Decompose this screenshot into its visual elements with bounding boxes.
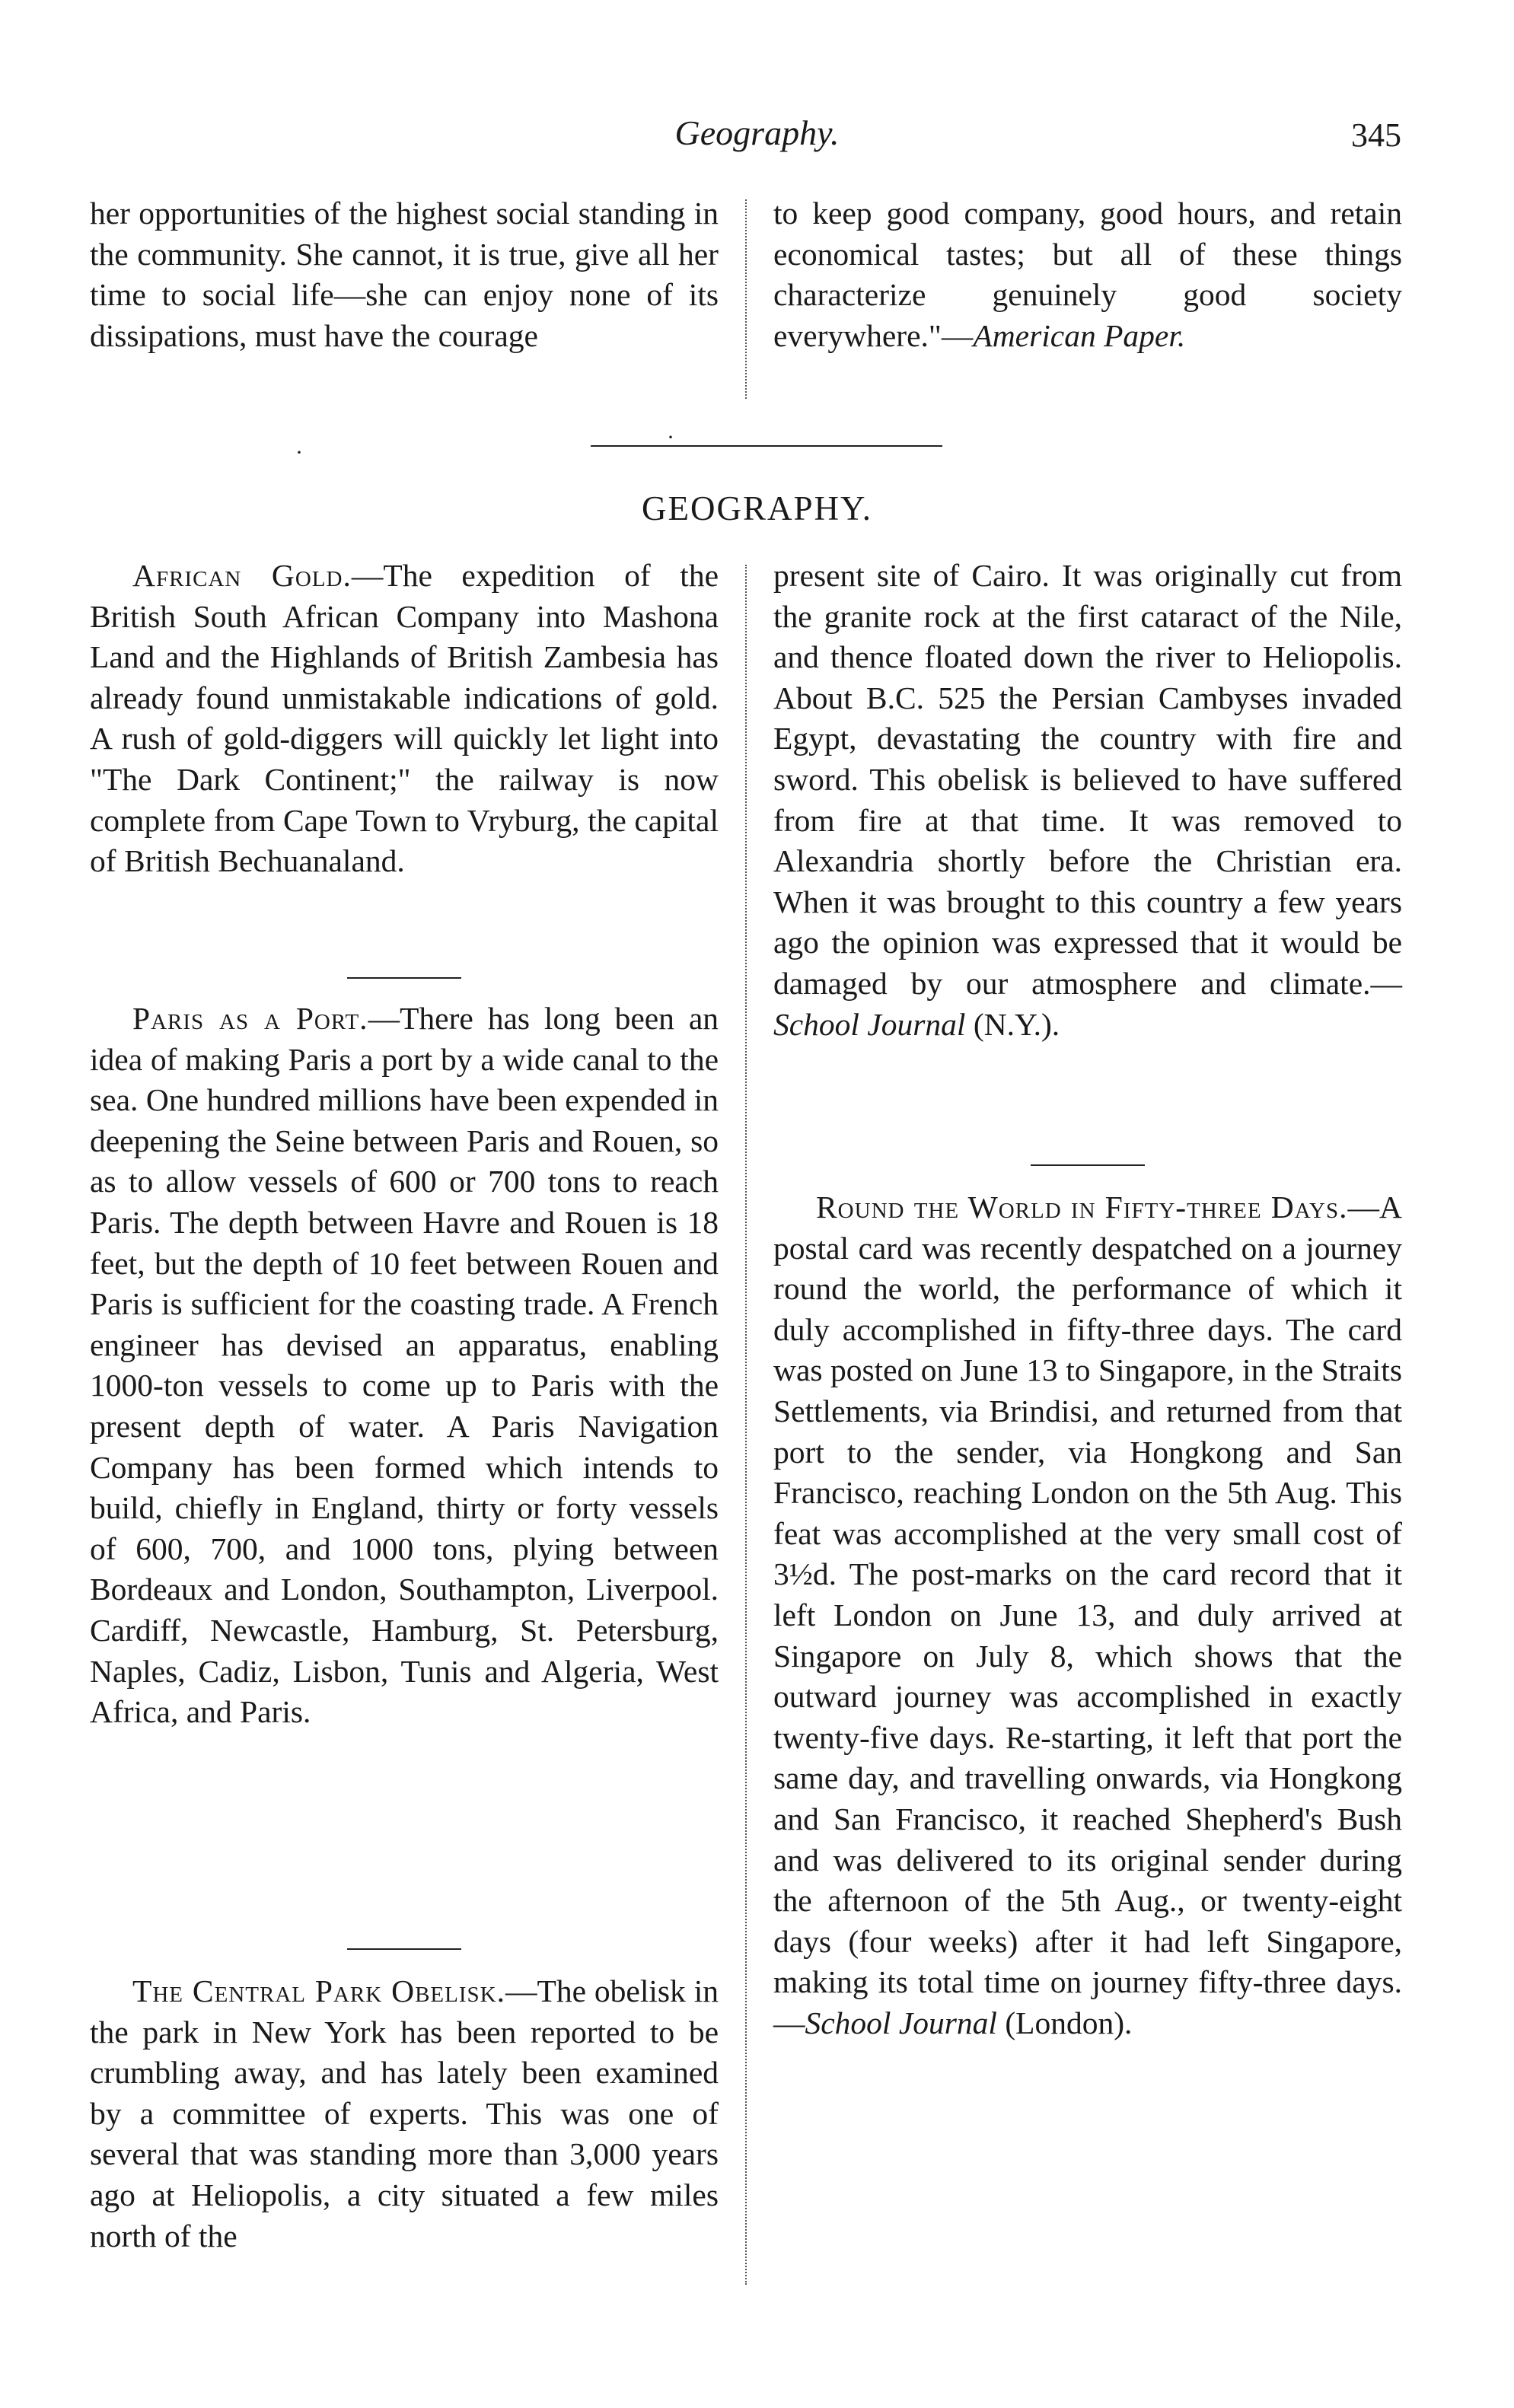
continuation-source: American Paper.	[973, 317, 1186, 353]
obelisk-continued-paragraph	[773, 556, 1402, 1045]
obelisk-body-left: —The obelisk in the park in New York has been reported to be crumbling away, and has lately been examined by a committee of experts. This was one of several that was standing more than 3,000 years ago at Heliopolis, a city situated a few miles north of the	[90, 1973, 719, 2254]
article-obelisk	[90, 1971, 719, 2257]
section-rule	[591, 445, 942, 447]
obelisk-source: School Journal	[773, 1006, 966, 1042]
paris-port-title: Paris as a Port.	[132, 1001, 368, 1036]
article-divider	[1031, 1164, 1145, 1166]
round-world-source-suffix: (London).	[996, 2005, 1133, 2040]
continuation-right	[773, 193, 1402, 356]
ornament-dot: ·	[295, 440, 303, 465]
paris-port-body: —There has long been an idea of making Paris a port by a wide canal to the sea. One hundred millions have been expended in deepening the Seine between Paris and Rouen, so as to allow vessels of 600 or 700 tons to reach Paris. The depth between Havre and Rouen is 18 feet, but the depth of 10 feet between Rouen and Paris is sufficient for the coasting trade. A French engineer has devised an apparatus, enabling 1000-ton vessels to come up to Paris with the present depth of water. A Paris Navigation Company has been formed which intends to build, chiefly in England, thirty or forty vessels of 600, 700, and 1000 tons, plying between Bordeaux and London, Southampton, Liverpool. Cardiff, Newcastle, Hamburg, St. Petersburg, Naples, Cadiz, Lisbon, Tunis and Algeria, West Africa, and Paris.	[90, 1001, 719, 1730]
column-divider-top	[745, 199, 747, 399]
article-divider	[347, 977, 461, 979]
continuation-left-text: her opportunities of the highest social standing in the community. She cannot, it is true, give all her time to social life—she can enjoy none of its dissipations, must have the courage	[90, 196, 719, 353]
article-round-world	[773, 1187, 1402, 2043]
section-title: GEOGRAPHY.	[642, 489, 872, 527]
african-gold-title: African Gold.	[132, 558, 352, 593]
ornament-dot: ·	[667, 425, 674, 450]
african-gold-paragraph	[90, 556, 719, 882]
paris-port-paragraph	[90, 999, 719, 1733]
round-world-body: —A postal card was recently despatched on a journey round the world, the performance of which it duly accomplished in fifty-three days. The card was posted on June 13 to Singapore, in the Straits Settlements, via Brindisi, and returned from that port to the sender, via Hongkong and San Francisco, reaching London on the 5th Aug. This feat was accomplished at the very small cost of 3½d. The post-marks on the card record that it left London on June 13, and duly arrived at Singapore on July 8, which shows that the outward journey was accomplished in exactly twenty-five days. Re-starting, it left that port the same day, and travelling onwards, via Hongkong and San Francisco, it reached Shepherd's Bush and was delivered to its original sender during the afternoon of the 5th Aug., or twenty-eight days (four weeks) after it had left Singapore, making its total time on journey fifty-three days.—	[773, 1190, 1402, 2040]
obelisk-paragraph	[90, 1971, 719, 2257]
round-world-title: Round the World in Fifty-three Days.	[816, 1190, 1348, 1225]
continuation-right-paragraph	[773, 193, 1402, 356]
page-number: 345	[1351, 116, 1401, 154]
article-divider	[347, 1948, 461, 1950]
running-title: Geography.	[674, 113, 840, 152]
continuation-left	[90, 193, 719, 356]
obelisk-body-right: present site of Cairo. It was originally cut from the granite rock at the first cataract of the Nile, and thence floated down the river to Heliopolis. About B.C. 525 the Persian Cambyses invaded Egypt, devastating the country with fire and sword. This obelisk is believed to have suffered from fire at that time. It was removed to Alexandria shortly before the Christian era. When it was brought to this country a few years ago the opinion was expressed that it would be damaged by our atmosphere and climate.—	[773, 558, 1402, 1001]
african-gold-body: —The expedition of the British South African Company into Mashona Land and the Highlands of British Zambesia has already found unmistakable indications of gold. A rush of gold-diggers will quickly let light into "The Dark Continent;" the railway is now complete from Cape Town to Vryburg, the capital of British Bechuanaland.	[90, 558, 719, 879]
article-obelisk-continued	[773, 556, 1402, 1045]
article-african-gold	[90, 556, 719, 882]
round-world-source: School Journal	[805, 2005, 997, 2040]
round-world-paragraph	[773, 1187, 1402, 2043]
obelisk-title: The Central Park Obelisk.	[132, 1973, 505, 2008]
page-header	[0, 113, 1514, 158]
obelisk-source-suffix: (N.Y.).	[965, 1006, 1060, 1042]
continuation-right-text: to keep good company, good hours, and retain economical tastes; but all of these things characterize genuinely good society everywhere."—	[773, 196, 1402, 353]
column-divider-main	[745, 565, 747, 2285]
article-paris-port	[90, 999, 719, 1733]
